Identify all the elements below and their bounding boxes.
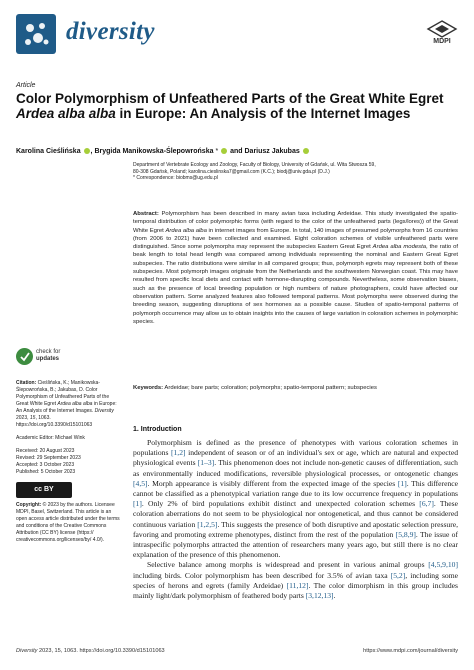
author-list (16, 148, 466, 155)
check-updates-line: updates (36, 356, 60, 362)
introduction-body (133, 438, 458, 601)
abstract-species: Ardea alba alba (165, 227, 207, 234)
abstract-label: Abstract: (133, 211, 159, 217)
author-name[interactable]: Brygida Manikowska-Ślepowrońska (94, 148, 214, 155)
para-text: . This suggests the presence of both disruptive and apostatic selection pressure, favoring and promoting extreme phenotypes, distinct from the rest of the population (133, 519, 458, 539)
date-published: Published: 5 October 2023 (16, 469, 76, 475)
citation-link[interactable]: [1,2] (170, 448, 186, 458)
journal-name: diversity (66, 18, 155, 45)
author-separator: , (90, 148, 93, 155)
footer-doi[interactable]: 2023, 15, 1063. https://doi.org/10.3390/d15101063 (37, 648, 165, 654)
academic-editor: Academic Editor: Michael Wink (16, 435, 85, 441)
abstract (133, 210, 458, 326)
para-text: . The color dimorphism in this group includes mainly light/dark polymorphism of feathered body parts (133, 580, 458, 601)
citation-text: 2023, (16, 415, 30, 421)
para-text: . Only 2% of bird populations exhibit distinct and unexpected coloration schemes (141, 499, 420, 509)
para-text: . This phenomenon does not include non-genetic causes of differentiation, such as environmentally induced modifications, reversible physiological processes, or ontogenetic changes (133, 458, 458, 478)
article-sidebar (16, 380, 120, 544)
affiliation-line: 80-308 Gdańsk, Poland; karolina.cieslinska7@gmail.com (K.C.); biodj@univ.gda.pl (D.J.) (133, 168, 330, 175)
section-heading: 1. Introduction (133, 426, 182, 433)
citation-link[interactable]: [4,5] (133, 478, 148, 488)
para-text: including birds. Color polymorphism has been described for 3.5% of avian taxa (133, 570, 391, 580)
footer-citation (16, 648, 165, 654)
keywords (133, 384, 458, 392)
citation-text: Cieślińska, K.; Manikowska-Ślepowrońska, B.; Jakubas, D. Color Polymorphism of Unfeathered Parts of the Great White Egret (16, 380, 110, 407)
affiliation-line: Department of Vertebrate Ecology and Zoology, Faculty of Biology, University of Gdańsk, ul. Wita Stwosza 59, (133, 162, 376, 168)
citation-volume: 15 (29, 415, 36, 421)
check-for-updates-button[interactable] (16, 348, 76, 368)
author-name[interactable]: Dariusz Jakubas (244, 148, 300, 155)
orcid-icon[interactable] (221, 148, 227, 154)
abstract-subspecies: Ardea alba modesta (372, 244, 426, 251)
citation-doi[interactable]: , 1063. https://doi.org/10.3390/d15101063 (16, 415, 93, 428)
abstract-text: , the ratio of beak length to total head length was compared among individuals representing the nominal and Eastern Great Egret subspecies. The ratio distributions were similar in all compared groups; thus, polymorph egrets may represent both of these subspecies. Most polymorph images originate from the Netherlands and the southwestern Norwegian coast. This may have resulted from specific local diets and contact with hormone-disrupting compounds. Nevertheless, some observation biases, such as the presence of local breeding population or high numbers of nature photographers, could have affected our observation pattern. Some analyzed features also followed temporal patterns. Most polymorphs were observed during the breeding season, suggesting disruptions of sex hormones as a possible cause. Studies of spatio-temporal patterns of polymorph occurrence may allow us to obtain insights into the causes of large variation in coloration schemes in polymorphic species. (133, 244, 458, 325)
footer-journal: Diversity (16, 648, 38, 654)
check-updates-icon (16, 348, 33, 365)
date-accepted: Accepted: 3 October 2023 (16, 462, 75, 468)
mdpi-logo-icon (426, 20, 458, 50)
para-text: . (333, 591, 336, 601)
article-type: Article (16, 82, 36, 89)
copyright-text: © 2023 by the authors. Licensee MDPI, Basel, Switzerland. This article is an open access article distributed under the terms and conditions of the Creative Commons Attribution (CC BY) license (https:// creativecommons.org/licenses/by/ 4.0/). (16, 502, 120, 543)
article-title (16, 91, 458, 121)
citation-link[interactable]: [1] (133, 499, 142, 509)
citation-link[interactable]: [6,7] (419, 499, 434, 509)
date-revised: Revised: 29 September 2023 (16, 455, 81, 461)
citation-link[interactable]: [1–3] (197, 458, 215, 468)
keywords-label: Keywords: (133, 385, 164, 391)
abstract-text: in internet images from Europe. In total, 140 images of presumed polymorphs from 16 countries (from 2006 to 2021) have been collected and examined. Eight coloration schemes of visible unfeathered parts were distinguished. Since some polymorphs may represent the subspecies Eastern Great Egret (133, 227, 458, 251)
citation-link[interactable]: [4,5,9,10] (428, 560, 458, 570)
check-updates-label (36, 349, 60, 363)
citation-link[interactable]: [5,8,9] (395, 529, 416, 539)
para-text: . The issue of intraspecific polymorphs attracted the attention of researchers many years ago, but still there is no clear explanation of the presence of this phenomenon. (133, 529, 458, 560)
citation (16, 380, 120, 429)
para-text: independent of season or of an individual's sex or age, which are natural and expected physiological events (133, 448, 458, 468)
check-updates-line: check for (36, 349, 61, 355)
journal-logo-icon (16, 14, 56, 54)
footer-journal-url[interactable]: https://www.mdpi.com/journal/diversity (363, 648, 458, 654)
affiliation-block (133, 162, 458, 182)
title-part-3: in Europe: An Analysis of the Internet Images (115, 106, 411, 121)
orcid-icon[interactable] (84, 148, 90, 154)
citation-species: Ardea alba alba (57, 401, 93, 407)
date-received: Received: 20 August 2023 (16, 448, 75, 454)
citation-text: in Europe: An Analysis of the Internet Images. (16, 401, 117, 414)
publisher-label: MDPI (433, 38, 451, 45)
corresponding-mark: * (215, 148, 219, 155)
paragraph (133, 438, 458, 560)
correspondence-line: * Correspondence: biobms@ug.edu.pl (133, 175, 218, 182)
author-name[interactable]: Karolina Cieślińska (16, 148, 81, 155)
para-text: . These coloration aberrations do not seem to be physiological nor ontogenetical, and thus cannot be considered continuous variation (133, 499, 458, 529)
citation-journal: Diversity (94, 408, 114, 414)
citation-link[interactable]: [3,12,13] (305, 591, 334, 601)
citation-link[interactable]: [11,12] (286, 580, 309, 590)
para-text: . Morph appearance is visibly different from the expected image of the species (147, 478, 398, 488)
author-and: and (230, 148, 243, 155)
para-text: . This difference cannot be classified as a phenotypical variation range due to its low occurrence frequency in populations (133, 478, 458, 499)
citation-link[interactable]: [1] (397, 478, 407, 488)
abstract-text: Polymorphism has been described in many avian taxa including Ardeidae. This study investigated the spatio-temporal distribution of color polymorphic forms (with regard to the color of the unfeathered parts (legs/lores)) of the Great White Egret (133, 211, 458, 234)
cc-by-license-icon[interactable]: cc BY (16, 482, 72, 498)
copyright-label: Copyright: (16, 502, 42, 508)
citation-link[interactable]: [5,2] (390, 570, 406, 580)
journal-header (16, 14, 458, 58)
orcid-icon[interactable] (303, 148, 309, 154)
para-text: Selective balance among morphs is widespread and present in various animal groups (147, 560, 429, 570)
keywords-text: Ardeidae; bare parts; coloration; polymorphs; spatio-temporal pattern; subspecies (163, 385, 377, 391)
citation-label: Citation: (16, 380, 37, 386)
para-text: , including some species of herons and egrets (family Ardeidae) (133, 570, 458, 590)
para-text: Polymorphism is defined as the presence of phenotypes with various coloration schemes in populations (133, 438, 458, 458)
paragraph (133, 560, 458, 601)
citation-link[interactable]: [1,2,5] (197, 519, 218, 529)
title-species: Ardea alba alba (16, 106, 116, 121)
title-part-1: Color Polymorphism of Unfeathered Parts of the Great White Egret (16, 91, 444, 106)
copyright-notice (16, 502, 120, 544)
